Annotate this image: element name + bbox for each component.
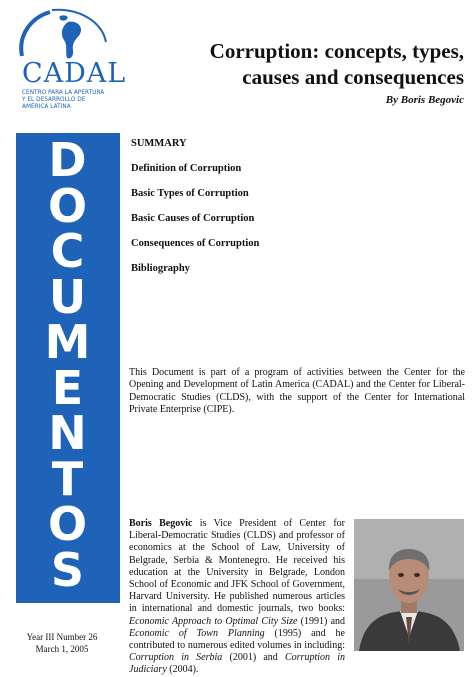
bio-author-name: Boris Begovic xyxy=(129,518,193,529)
bio-text: is Vice President of Center for Liberal-Democratic Studies (CLDS) and professor of economics at the School of Law, University of Belgrade, Serbia & Montenegro. He received his education at the University in Belgrade, London School of Economic and JFK School of Government, Harvard University. He published numerous articles in international and domestic journals, two books: xyxy=(129,518,345,615)
cadal-logo xyxy=(10,8,127,128)
issue-info xyxy=(0,631,124,655)
logo-subtitle xyxy=(22,90,120,111)
bio-text: (2004). xyxy=(166,664,199,676)
bio-book-title: Corruption in Serbia xyxy=(129,652,223,664)
toc-item-causes[interactable]: Basic Causes of Corruption xyxy=(131,213,255,224)
logo-subtitle-line: AMÉRICA LATINA xyxy=(22,104,71,110)
vertical-letter: T xyxy=(51,451,85,506)
logo-subtitle-line: CENTRO PARA LA APERTURA xyxy=(22,90,105,96)
vertical-letter: O xyxy=(47,178,89,233)
intro-paragraph: This Document is part of a program of activities between the Center for the Opening and Development of Latin America (CADAL) and the Center for Liberal-Democratic Studies (CLDS), with the support of the Center for International Private Enterprise (CIPE). xyxy=(129,367,465,415)
logo-subtitle-line: Y EL DESARROLLO DE xyxy=(22,97,86,103)
issue-date: March 1, 2005 xyxy=(35,644,89,654)
title-line: causes and consequences xyxy=(242,65,464,89)
author-bio xyxy=(129,518,345,677)
issue-number: Year III Number 26 xyxy=(26,632,98,642)
toc-item-summary[interactable]: SUMMARY xyxy=(131,138,187,149)
logo-name: CADAL xyxy=(22,58,127,89)
author-photo xyxy=(354,519,464,651)
vertical-letter: D xyxy=(48,133,88,187)
vertical-letter: E xyxy=(51,360,85,415)
author-byline: By Boris Begovic xyxy=(385,94,464,106)
bio-text: (2001) and xyxy=(222,652,285,664)
bio-book-title: Economic Approach to Optimal City Size xyxy=(129,615,298,627)
vertical-letter: M xyxy=(44,315,92,369)
vertical-letter: C xyxy=(50,224,86,278)
table-of-contents xyxy=(131,138,451,288)
portrait-image xyxy=(354,519,464,651)
bio-book-title: Economic of Town Planning xyxy=(129,627,265,639)
title-line: Corruption: concepts, types, xyxy=(209,39,464,63)
toc-item-bibliography[interactable]: Bibliography xyxy=(131,263,190,274)
vertical-letter: N xyxy=(48,406,88,460)
vertical-letter: U xyxy=(48,269,88,324)
sidebar xyxy=(0,0,127,670)
toc-item-definition[interactable]: Definition of Corruption xyxy=(131,163,242,174)
toc-item-consequences[interactable]: Consequences of Corruption xyxy=(131,238,260,249)
bio-book-title: Corruption in Judiciary xyxy=(129,652,345,676)
toc-item-types[interactable]: Basic Types of Corruption xyxy=(131,188,249,199)
documentos-vertical-title xyxy=(16,133,120,597)
document-title xyxy=(144,38,464,90)
vertical-letter: O xyxy=(47,497,89,551)
bio-text: (1991) and xyxy=(297,615,346,627)
vertical-letter: S xyxy=(50,542,86,597)
bio-text: (1995) and he contributed to numerous edited volumes in including: xyxy=(129,627,345,652)
